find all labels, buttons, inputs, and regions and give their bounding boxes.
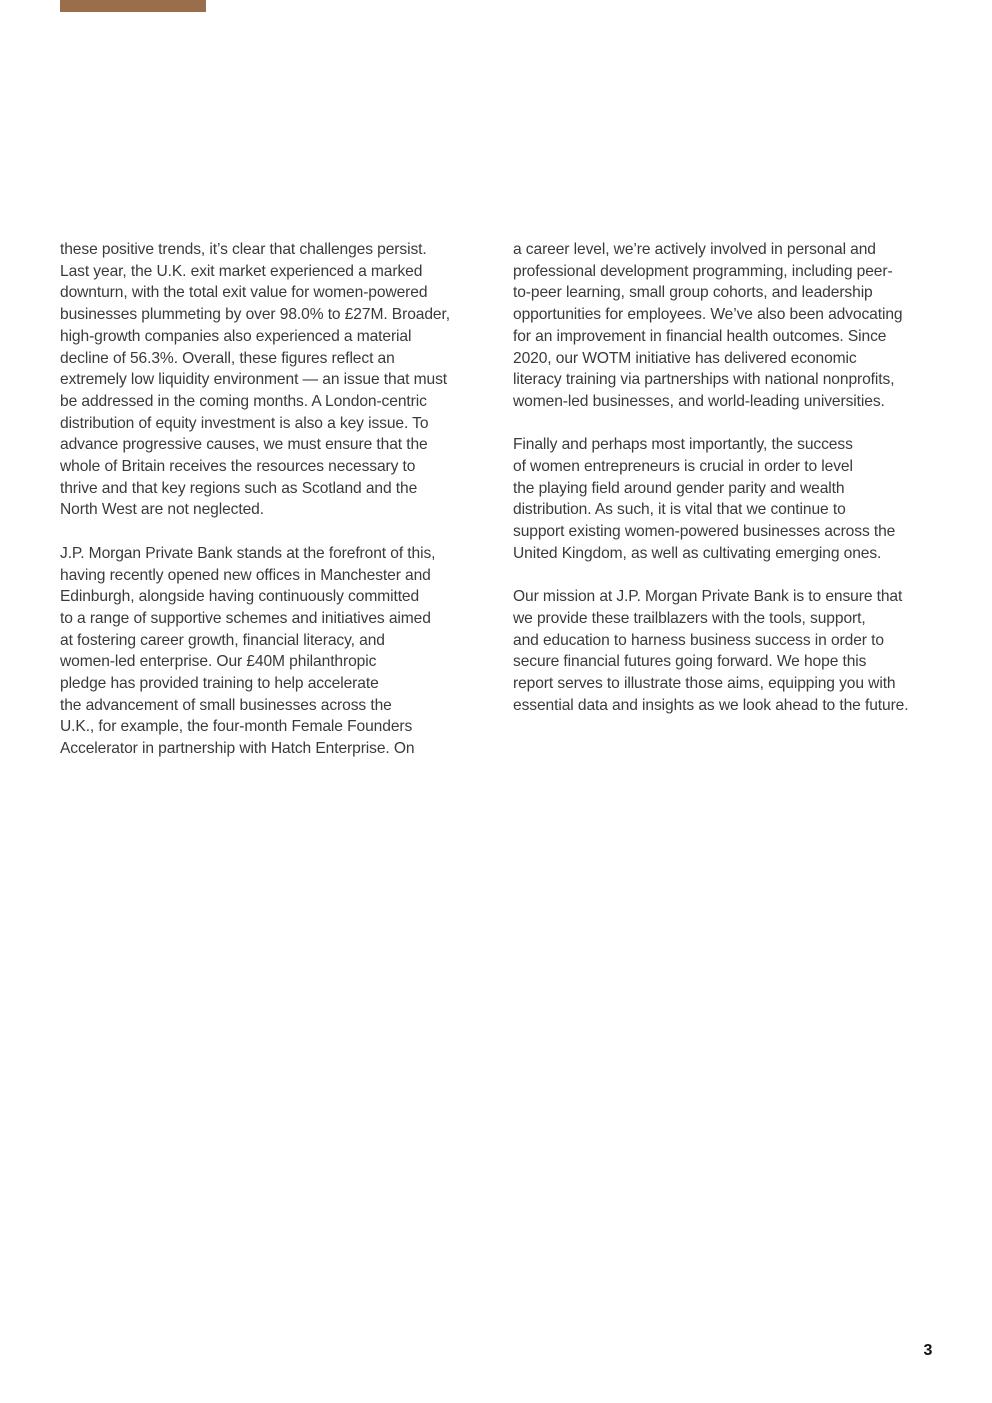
text-line: extremely low liquidity environment — an issue that must xyxy=(60,371,448,389)
text-line: distribution. As such, it is vital that we continue to xyxy=(513,501,846,519)
text-line: businesses plummeting by over 98.0% to £27M. Broader, xyxy=(60,306,450,324)
right-paragraph-2 xyxy=(513,434,938,564)
text-line: high-growth companies also experienced a material xyxy=(60,327,412,345)
text-line: advance progressive causes, we must ensure that the xyxy=(60,436,428,454)
text-line: U.K., for example, the four-month Female Founders xyxy=(60,718,413,736)
text-line: essential data and insights as we look ahead to the future. xyxy=(513,696,909,714)
right-paragraph-3 xyxy=(513,586,938,716)
right-text-column xyxy=(513,239,938,738)
text-line: the playing field around gender parity and wealth xyxy=(513,479,845,497)
text-line: be addressed in the coming months. A London-centric xyxy=(60,392,427,410)
text-line: to a range of supportive schemes and initiatives aimed xyxy=(60,609,431,627)
text-line: and education to harness business success in order to xyxy=(513,631,884,649)
page-number: 3 xyxy=(923,1342,933,1359)
text-line: for an improvement in financial health outcomes. Since xyxy=(513,327,887,345)
text-line: distribution of equity investment is also a key issue. To xyxy=(60,414,429,432)
top-accent-bar xyxy=(60,0,206,12)
text-line: downturn, with the total exit value for women-powered xyxy=(60,284,428,302)
text-line: report serves to illustrate those aims, equipping you with xyxy=(513,675,896,693)
text-line: the advancement of small businesses across the xyxy=(60,696,392,714)
text-line: women-led enterprise. Our £40M philanthropic xyxy=(60,653,377,671)
text-line: North West are not neglected. xyxy=(60,501,264,519)
text-line: Last year, the U.K. exit market experienced a marked xyxy=(60,262,423,280)
text-line: whole of Britain receives the resources necessary to xyxy=(60,458,416,476)
text-line: professional development programming, including peer- xyxy=(513,262,893,280)
text-line: Edinburgh, alongside having continuously committed xyxy=(60,588,420,606)
text-line: literacy training via partnerships with national nonprofits, xyxy=(513,371,895,389)
text-line: secure financial futures going forward. We hope this xyxy=(513,653,867,671)
text-line: Our mission at J.P. Morgan Private Bank is to ensure that xyxy=(513,588,903,606)
text-line: to-peer learning, small group cohorts, and leadership xyxy=(513,284,873,302)
text-line: these positive trends, it’s clear that challenges persist. xyxy=(60,241,427,258)
left-paragraph-1 xyxy=(60,239,480,521)
right-paragraph-1 xyxy=(513,239,938,413)
text-line: women-led businesses, and world-leading universities. xyxy=(513,392,885,410)
text-line: Finally and perhaps most importantly, the success xyxy=(513,436,853,454)
text-line: at fostering career growth, financial literacy, and xyxy=(60,631,385,649)
text-line: pledge has provided training to help accelerate xyxy=(60,675,379,693)
text-line: of women entrepreneurs is crucial in order to level xyxy=(513,458,853,476)
text-line: Accelerator in partnership with Hatch Enterprise. On xyxy=(60,740,415,758)
text-line: thrive and that key regions such as Scotland and the xyxy=(60,479,418,497)
text-line: a career level, we’re actively involved in personal and xyxy=(513,241,876,258)
text-line: United Kingdom, as well as cultivating emerging ones. xyxy=(513,544,882,562)
text-line: we provide these trailblazers with the tools, support, xyxy=(513,609,866,627)
left-text-column xyxy=(60,239,480,782)
text-line: support existing women-powered businesses across the xyxy=(513,523,896,541)
text-line: having recently opened new offices in Manchester and xyxy=(60,566,431,584)
text-line: 2020, our WOTM initiative has delivered economic xyxy=(513,349,857,367)
text-line: decline of 56.3%. Overall, these figures reflect an xyxy=(60,349,395,367)
text-line: opportunities for employees. We’ve also been advocating xyxy=(513,306,903,324)
text-line: J.P. Morgan Private Bank stands at the forefront of this, xyxy=(60,544,436,562)
left-paragraph-2 xyxy=(60,543,480,760)
